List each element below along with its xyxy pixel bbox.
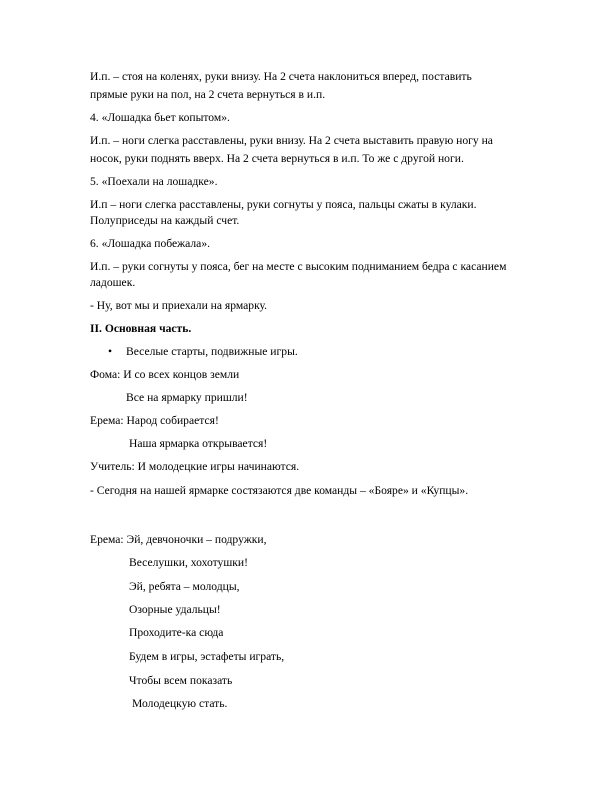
verse-line: Ерема: Эй, девчоночки – подружки, [90,533,267,546]
verse-line: Чтобы всем показать [129,674,233,687]
paragraph-line: ладошек. [90,276,136,289]
dialogue-line: Учитель: И молодецкие игры начинаются. [90,460,300,473]
paragraph-line: Полуприседы на каждый счет. [90,214,240,227]
paragraph-line: И.п. – стоя на коленях, руки внизу. На 2 счета наклониться вперед, поставить [90,70,472,83]
paragraph-line: носок, руки поднять вверх. На 2 счета вернуться в и.п. То же с другой ноги. [90,152,464,165]
verse-line: Проходите-ка сюда [129,626,224,639]
exercise-heading: 6. «Лошадка побежала». [90,237,211,250]
paragraph-line: - Ну, вот мы и приехали на ярмарку. [90,299,268,312]
dialogue-line: Ерема: Народ собирается! [90,414,219,427]
paragraph-line: И.п. – ноги слегка расставлены, руки внизу. На 2 счета выставить правую ногу на [90,134,493,147]
verse-line: Веселушки, хохотушки! [129,556,248,569]
verse-line: Эй, ребята – молодцы, [129,580,240,593]
verse-line: Молодецкую стать. [132,697,228,710]
paragraph-line: И.п. – руки согнуты у пояса, бег на месте с высоким подниманием бедра с касанием [90,260,507,273]
paragraph-line: прямые руки на пол, на 2 счета вернуться в и.п. [90,88,326,101]
paragraph-line: И.п – ноги слегка расставлены, руки согнуты у пояса, пальцы сжаты в кулаки. [90,198,477,211]
dialogue-line: Наша ярмарка открывается! [129,437,268,450]
exercise-heading: 5. «Поехали на лошадке». [90,175,218,188]
dialogue-line: Фома: И со всех концов земли [90,368,240,381]
dialogue-line: Все на ярмарку пришли! [126,391,248,404]
paragraph-line: - Сегодня на нашей ярмарке состязаются две команды – «Бояре» и «Купцы». [90,484,469,497]
bullet-item: Веселые старты, подвижные игры. [126,345,298,358]
verse-line: Будем в игры, эстафеты играть, [129,650,285,663]
verse-line: Озорные удальцы! [129,603,221,616]
bullet-icon: • [108,345,113,358]
exercise-heading: 4. «Лошадка бьет копытом». [90,111,230,124]
section-title: II. Основная часть. [90,322,192,335]
